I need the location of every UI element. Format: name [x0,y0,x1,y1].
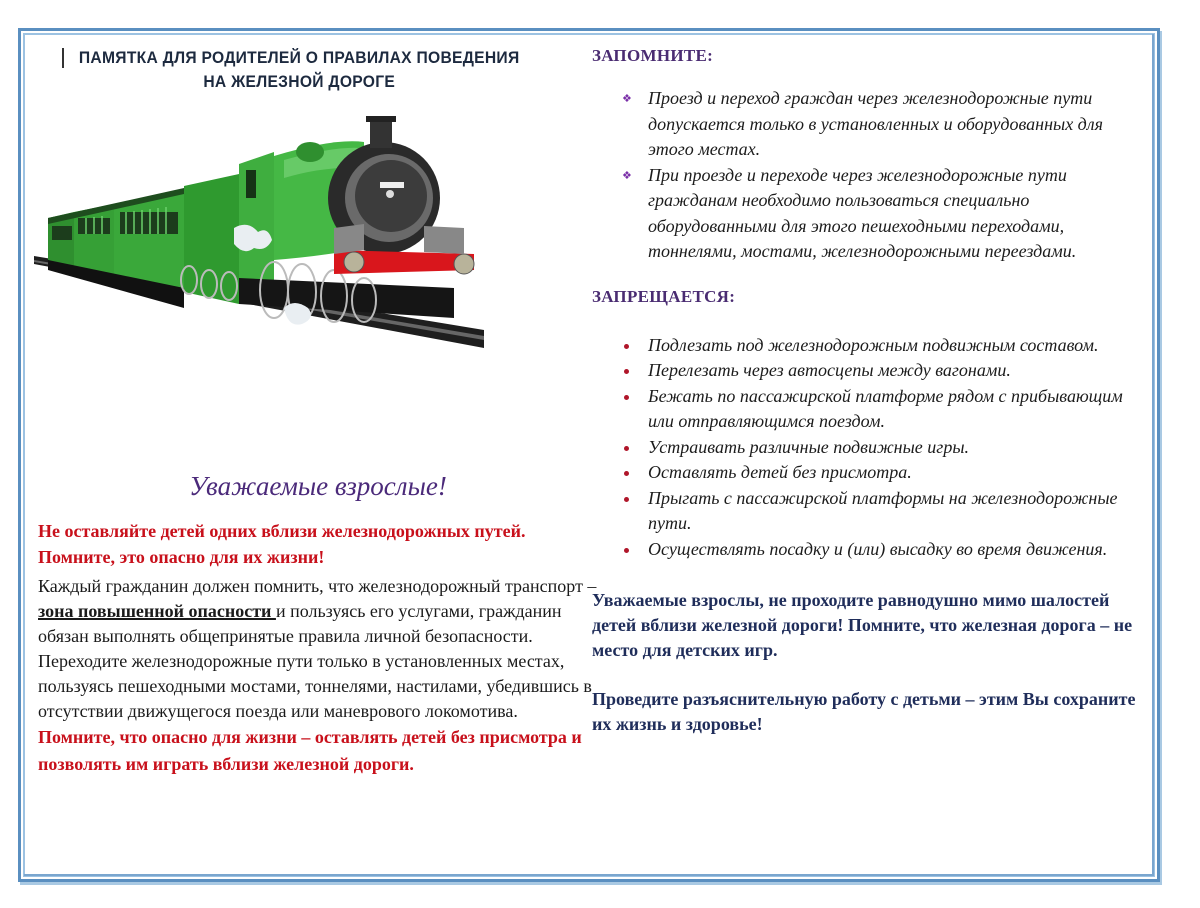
list-item-text: Бежать по пассажирской платформе рядом с прибывающим или отправляющимся поездом. [648,385,1123,431]
warning-text-2: Помните, что опасно для жизни – оставлять детей без присмотра и позволять им играть вблизи железной дороги. [38,727,582,774]
list-item-text: Оставлять детей без присмотра. [648,462,912,482]
dot-bullet-icon [624,497,629,502]
title-line-1: ПАМЯТКА ДЛЯ РОДИТЕЛЕЙ О ПРАВИЛАХ ПОВЕДЕНИЯ [78,48,520,67]
list-item [620,86,1152,163]
list-item [620,163,1152,265]
dot-bullet-icon [624,446,629,451]
forbidden-section [592,287,1152,563]
diamond-bullet-icon: ❖ [622,169,632,182]
diamond-bullet-icon: ❖ [622,93,632,105]
dot-bullet-icon [624,471,629,476]
dot-bullet-icon [624,344,629,349]
body-text-start: Каждый гражданин должен помнить, что железнодорожный транспорт – [38,576,597,596]
list-item [620,460,1152,486]
greeting-heading: Уважаемые взрослые! [189,471,447,501]
list-item [620,384,1152,435]
appeal-text: Уважаемые взрослы, не проходите равнодушно мимо шалостей детей вблизи железной дороги! Помните, что железная дорога – не место для детских игр. [592,590,1133,660]
right-column [592,46,1152,737]
list-item [620,537,1152,563]
dot-bullet-icon [624,548,629,553]
list-item-text: При проезде и переходе через железнодорожные пути гражданам необходимо пользоваться специально оборудованными для этого пешеходными переходами, тоннелями, мостами, железнодорожными переездами. [648,164,1077,261]
warning-text: Не оставляйте детей одних вблизи железнодорожных путей. Помните, это опасно для их жизни! [38,521,526,567]
dot-bullet-icon [624,369,629,374]
remember-list [620,86,1152,265]
list-item-text: Проезд и переход граждан через железнодорожные пути допускается только в установленных и оборудованных для этого местах. [648,88,1104,159]
closing-text: Проведите разъяснительную работу с детьми – этим Вы сохраните их жизнь и здоровье! [592,689,1136,734]
list-item-text: Подлезать под железнодорожным подвижным составом. [648,334,1099,355]
title-line-2: НА ЖЕЛЕЗНОЙ ДОРОГЕ [203,72,396,91]
list-item-text: Перелезать через автосцепы между вагонами. [648,360,1011,380]
list-item-text: Осуществлять посадку и (или) высадку во время движения. [648,538,1108,559]
page-title [60,46,538,94]
list-item-text: Устраивать различные подвижные игры. [648,436,970,457]
body-paragraph [38,574,598,724]
list-item [620,486,1152,537]
list-item [620,333,1152,359]
forbidden-list [620,333,1152,563]
list-item-text: Прыгать с пассажирской платформы на железнодорожные пути. [648,487,1118,533]
remember-section [592,46,1152,265]
list-item [620,358,1152,384]
left-column [38,468,598,778]
steam-train-illustration-icon [34,108,484,358]
forbidden-heading: ЗАПРЕЩАЕТСЯ: [592,286,736,306]
body-text-end: и пользуясь его услугами, гражданин обязан выполнять общепринятые правила личной безопасности. Переходите железнодорожные пути только в установленных местах, пользуясь пешеходными мостами, тоннелями, настилами, убедившись в отсутствии движущегося поезда или маневрового локомотива. [38,601,592,721]
dot-bullet-icon [624,395,629,400]
list-item [620,435,1152,461]
remember-heading: ЗАПОМНИТЕ: [592,46,714,65]
danger-zone-emphasis: зона повышенной опасности [38,601,276,621]
